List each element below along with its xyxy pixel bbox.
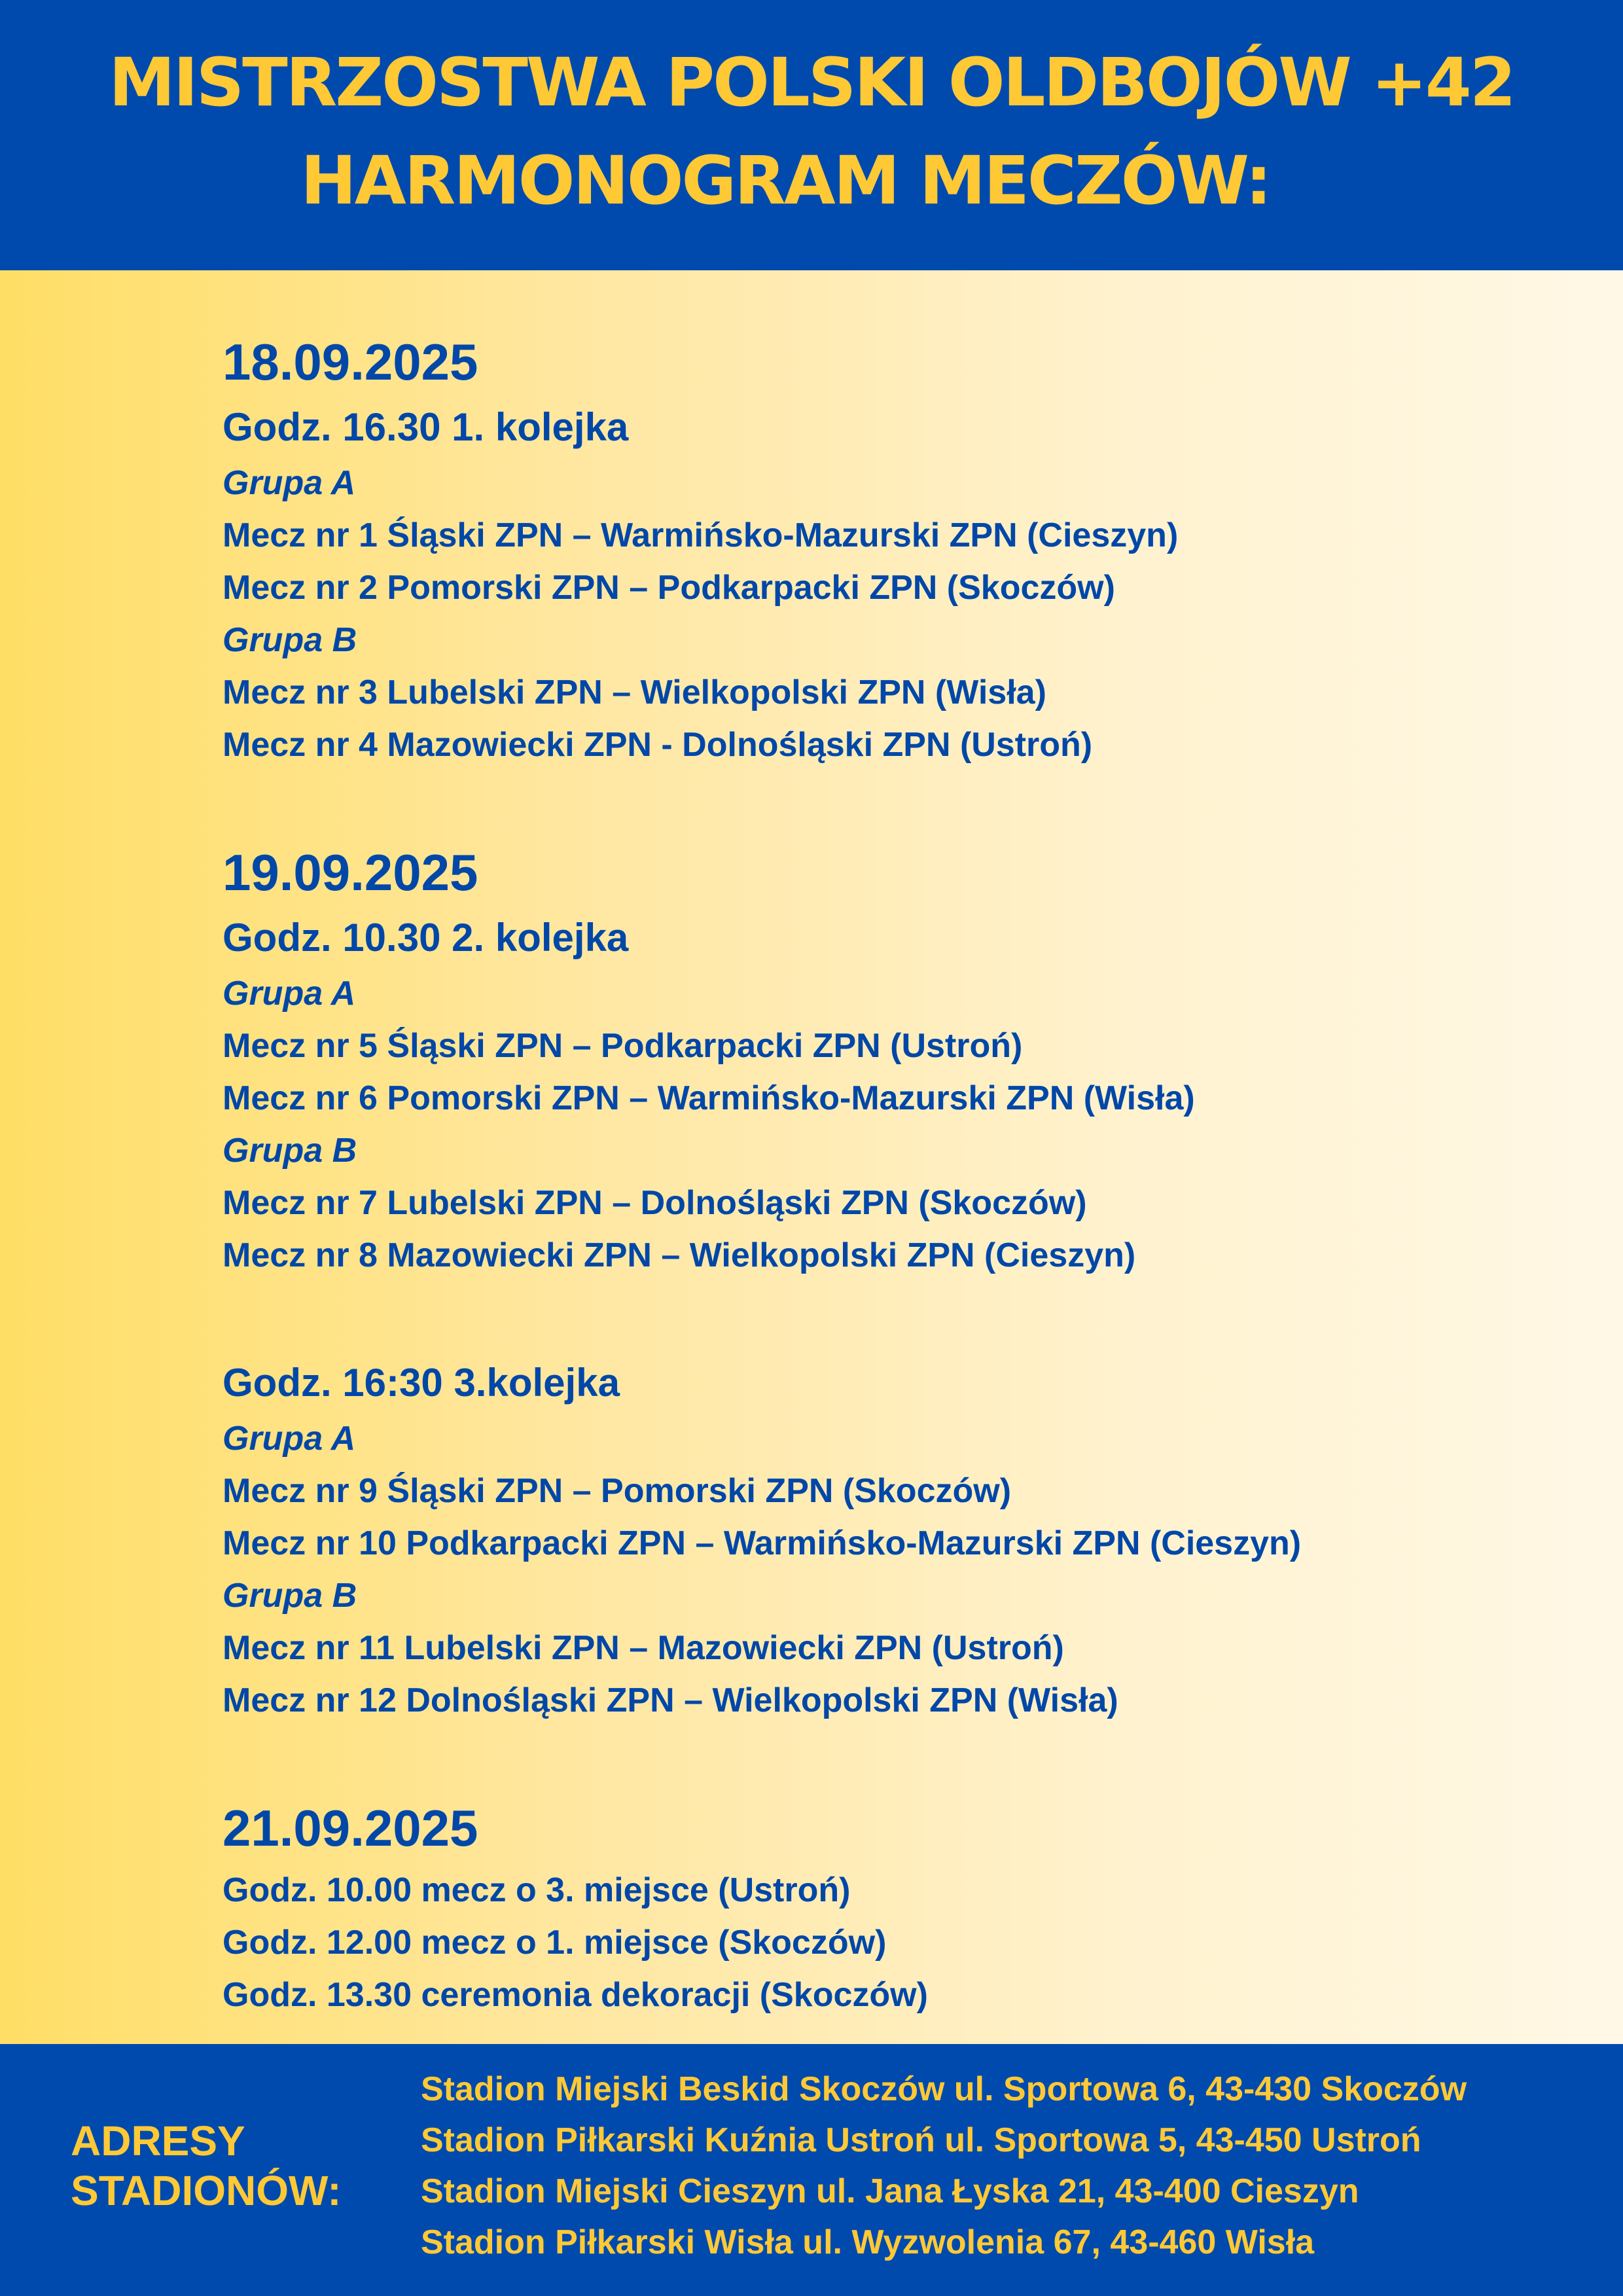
group-label: Grupa B — [223, 1577, 357, 1615]
day-date: 19.09.2025 — [223, 844, 478, 901]
match-item: Mecz nr 10 Podkarpacki ZPN – Warmińsko-Mazurski ZPN (Cieszyn) — [223, 1524, 1302, 1562]
group-label: Grupa A — [223, 464, 356, 502]
day-date: 18.09.2025 — [223, 333, 478, 391]
footer-banner — [0, 2044, 1623, 2296]
stadium-address: Stadion Miejski Beskid Skoczów ul. Sportowa 6, 43-430 Skoczów — [421, 2070, 1467, 2108]
stadium-address: Stadion Miejski Cieszyn ul. Jana Łyska 21, 43-400 Cieszyn — [421, 2172, 1359, 2210]
match-item: Mecz nr 8 Mazowiecki ZPN – Wielkopolski ZPN (Cieszyn) — [223, 1236, 1136, 1274]
schedule-panel — [0, 270, 1623, 2044]
day-section-21-09 — [223, 1792, 1597, 2021]
match-item: Mecz nr 4 Mazowiecki ZPN - Dolnośląski ZPN (Ustroń) — [223, 726, 1093, 764]
match-item: Mecz nr 12 Dolnośląski ZPN – Wielkopolski ZPN (Wisła) — [223, 1681, 1118, 1719]
final-event-item: Godz. 13.30 ceremonia dekoracji (Skoczów) — [223, 1976, 928, 2014]
round-heading: Godz. 10.30 2. kolejka — [223, 916, 629, 960]
round-heading: Godz. 16:30 3.kolejka — [223, 1361, 620, 1405]
day-section-18-09 — [223, 326, 1597, 771]
header-banner — [0, 0, 1623, 270]
match-item: Mecz nr 7 Lubelski ZPN – Dolnośląski ZPN (Skoczów) — [223, 1184, 1087, 1222]
stadium-address-list — [421, 2064, 1467, 2268]
match-item: Mecz nr 6 Pomorski ZPN – Warmińsko-Mazurski ZPN (Wisła) — [223, 1079, 1195, 1117]
match-item: Mecz nr 1 Śląski ZPN – Warmińsko-Mazurski ZPN (Cieszyn) — [223, 516, 1179, 554]
page-title: MISTRZOSTWA POLSKI OLDBOJÓW +42 — [109, 43, 1514, 122]
final-event-item: Godz. 10.00 mecz o 3. miejsce (Ustroń) — [223, 1871, 851, 1909]
group-label: Grupa B — [223, 1132, 357, 1170]
day-section-19-09 — [223, 836, 1597, 1727]
group-label: Grupa B — [223, 621, 357, 659]
group-label: Grupa A — [223, 1420, 356, 1458]
match-item: Mecz nr 2 Pomorski ZPN – Podkarpacki ZPN (Skoczów) — [223, 569, 1115, 607]
final-event-item: Godz. 12.00 mecz o 1. miejsce (Skoczów) — [223, 1924, 887, 1962]
page-subtitle: HARMONOGRAM MECZÓW: — [300, 141, 1270, 220]
stadium-address: Stadion Piłkarski Kuźnia Ustroń ul. Sportowa 5, 43-450 Ustroń — [421, 2121, 1421, 2159]
match-item: Mecz nr 9 Śląski ZPN – Pomorski ZPN (Skoczów) — [223, 1472, 1012, 1510]
day-date: 21.09.2025 — [223, 1799, 478, 1857]
match-item: Mecz nr 11 Lubelski ZPN – Mazowiecki ZPN (Ustroń) — [223, 1629, 1064, 1667]
stadium-addresses-label — [71, 2116, 342, 2215]
schedule-content — [223, 326, 1597, 2021]
group-label: Grupa A — [223, 975, 356, 1013]
round-heading: Godz. 16.30 1. kolejka — [223, 405, 629, 449]
stadium-address: Stadion Piłkarski Wisła ul. Wyzwolenia 67, 43-460 Wisła — [421, 2223, 1315, 2261]
match-item: Mecz nr 3 Lubelski ZPN – Wielkopolski ZPN (Wisła) — [223, 673, 1046, 711]
stadium-addresses-label-line: STADIONÓW: — [71, 2167, 342, 2214]
match-item: Mecz nr 5 Śląski ZPN – Podkarpacki ZPN (Ustroń) — [223, 1027, 1023, 1065]
stadium-addresses-label-line: ADRESY — [71, 2117, 245, 2164]
